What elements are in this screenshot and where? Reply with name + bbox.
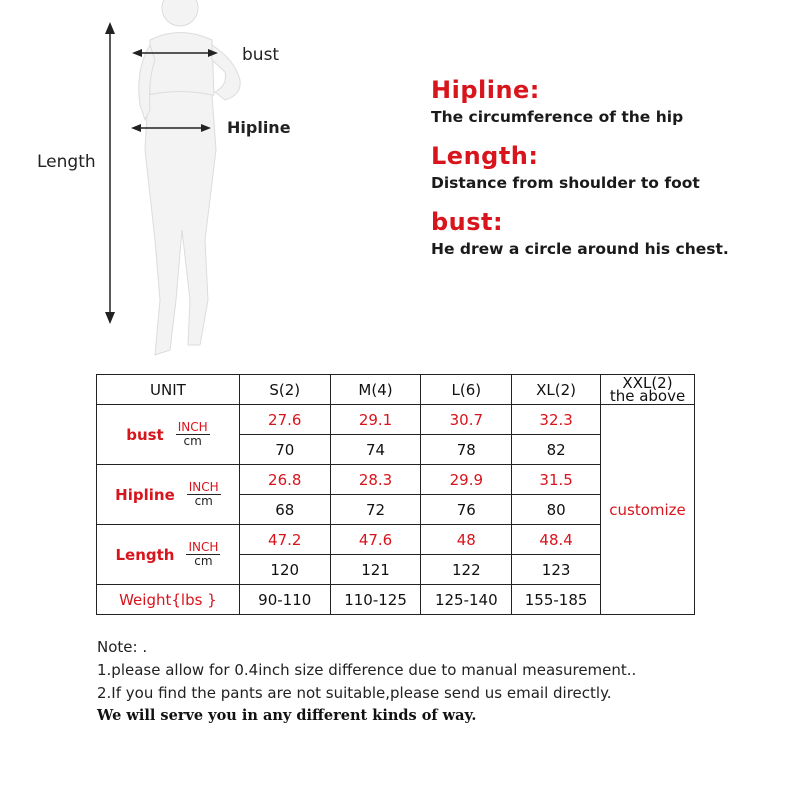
notes-heading: Note: . xyxy=(97,638,148,656)
size-header: S(2) xyxy=(239,375,330,405)
xxl-header-line1: XXL(2) xyxy=(622,373,673,392)
inch-value: 30.7 xyxy=(421,405,512,435)
weight-value: 125-140 xyxy=(421,585,512,615)
model-figure-svg xyxy=(0,0,360,370)
size-chart-table xyxy=(96,374,695,615)
model-illustration xyxy=(0,0,360,370)
note-line-2: 2.If you find the pants are not suitable,please send us email directly. xyxy=(97,684,612,702)
unit-header: UNIT xyxy=(97,375,240,405)
size-header: L(6) xyxy=(421,375,512,405)
definition-hipline xyxy=(431,76,771,126)
definition-text: The circumference of the hip xyxy=(431,108,684,126)
row-label-cell xyxy=(97,525,240,585)
definition-term: bust: xyxy=(431,208,504,236)
xxl-header-line2: the above xyxy=(609,386,686,405)
weight-label: Weight{lbs } xyxy=(97,585,240,615)
size-header: XL(2) xyxy=(512,375,601,405)
cm-value: 74 xyxy=(330,435,421,465)
definition-text: Distance from shoulder to foot xyxy=(431,174,700,192)
unit-fraction xyxy=(186,541,220,568)
inch-value: 48 xyxy=(421,525,512,555)
definition-bust xyxy=(431,208,771,258)
inch-value: 26.8 xyxy=(239,465,330,495)
table-header-row xyxy=(97,375,695,405)
cm-value: 80 xyxy=(512,495,601,525)
row-label: Length xyxy=(115,545,175,564)
cm-value: 123 xyxy=(512,555,601,585)
inch-value: 32.3 xyxy=(512,405,601,435)
weight-value: 155-185 xyxy=(512,585,601,615)
cm-value: 78 xyxy=(421,435,512,465)
row-label: bust xyxy=(126,425,164,444)
note-line-3: We will serve you in any different kinds of way. xyxy=(97,707,477,724)
weight-value: 110-125 xyxy=(330,585,421,615)
inch-unit: INCH xyxy=(188,540,219,554)
row-label-cell xyxy=(97,405,240,465)
measurement-definitions xyxy=(431,76,771,274)
definition-term: Length: xyxy=(431,142,539,170)
cm-value: 121 xyxy=(330,555,421,585)
definition-text: He drew a circle around his chest. xyxy=(431,240,729,258)
customize-cell: customize xyxy=(601,405,695,615)
cm-value: 82 xyxy=(512,435,601,465)
definition-length xyxy=(431,142,771,192)
hipline-figure-label: Hipline xyxy=(227,118,291,137)
length-figure-label: Length xyxy=(37,152,96,172)
cm-value: 120 xyxy=(239,555,330,585)
cm-value: 72 xyxy=(330,495,421,525)
inch-value: 29.9 xyxy=(421,465,512,495)
weight-value: 90-110 xyxy=(239,585,330,615)
inch-value: 29.1 xyxy=(330,405,421,435)
cm-value: 76 xyxy=(421,495,512,525)
table-row xyxy=(97,405,695,435)
definition-term: Hipline: xyxy=(431,76,540,104)
cm-unit: cm xyxy=(183,434,202,448)
inch-unit: INCH xyxy=(177,420,208,434)
unit-fraction xyxy=(176,421,210,448)
inch-value: 48.4 xyxy=(512,525,601,555)
inch-value: 47.6 xyxy=(330,525,421,555)
unit-fraction xyxy=(187,481,221,508)
row-label: Hipline xyxy=(115,485,175,504)
size-header: M(4) xyxy=(330,375,421,405)
cm-value: 70 xyxy=(239,435,330,465)
cm-value: 122 xyxy=(421,555,512,585)
row-label-cell xyxy=(97,465,240,525)
inch-value: 31.5 xyxy=(512,465,601,495)
cm-value: 68 xyxy=(239,495,330,525)
notes-section xyxy=(97,638,767,729)
inch-value: 47.2 xyxy=(239,525,330,555)
cm-unit: cm xyxy=(194,554,213,568)
inch-unit: INCH xyxy=(188,480,219,494)
note-line-1: 1.please allow for 0.4inch size difference due to manual measurement.. xyxy=(97,661,637,679)
bust-figure-label: bust xyxy=(242,45,280,65)
inch-value: 27.6 xyxy=(239,405,330,435)
inch-value: 28.3 xyxy=(330,465,421,495)
cm-unit: cm xyxy=(194,494,213,508)
xxl-header xyxy=(601,375,695,405)
length-arrow xyxy=(105,22,115,324)
